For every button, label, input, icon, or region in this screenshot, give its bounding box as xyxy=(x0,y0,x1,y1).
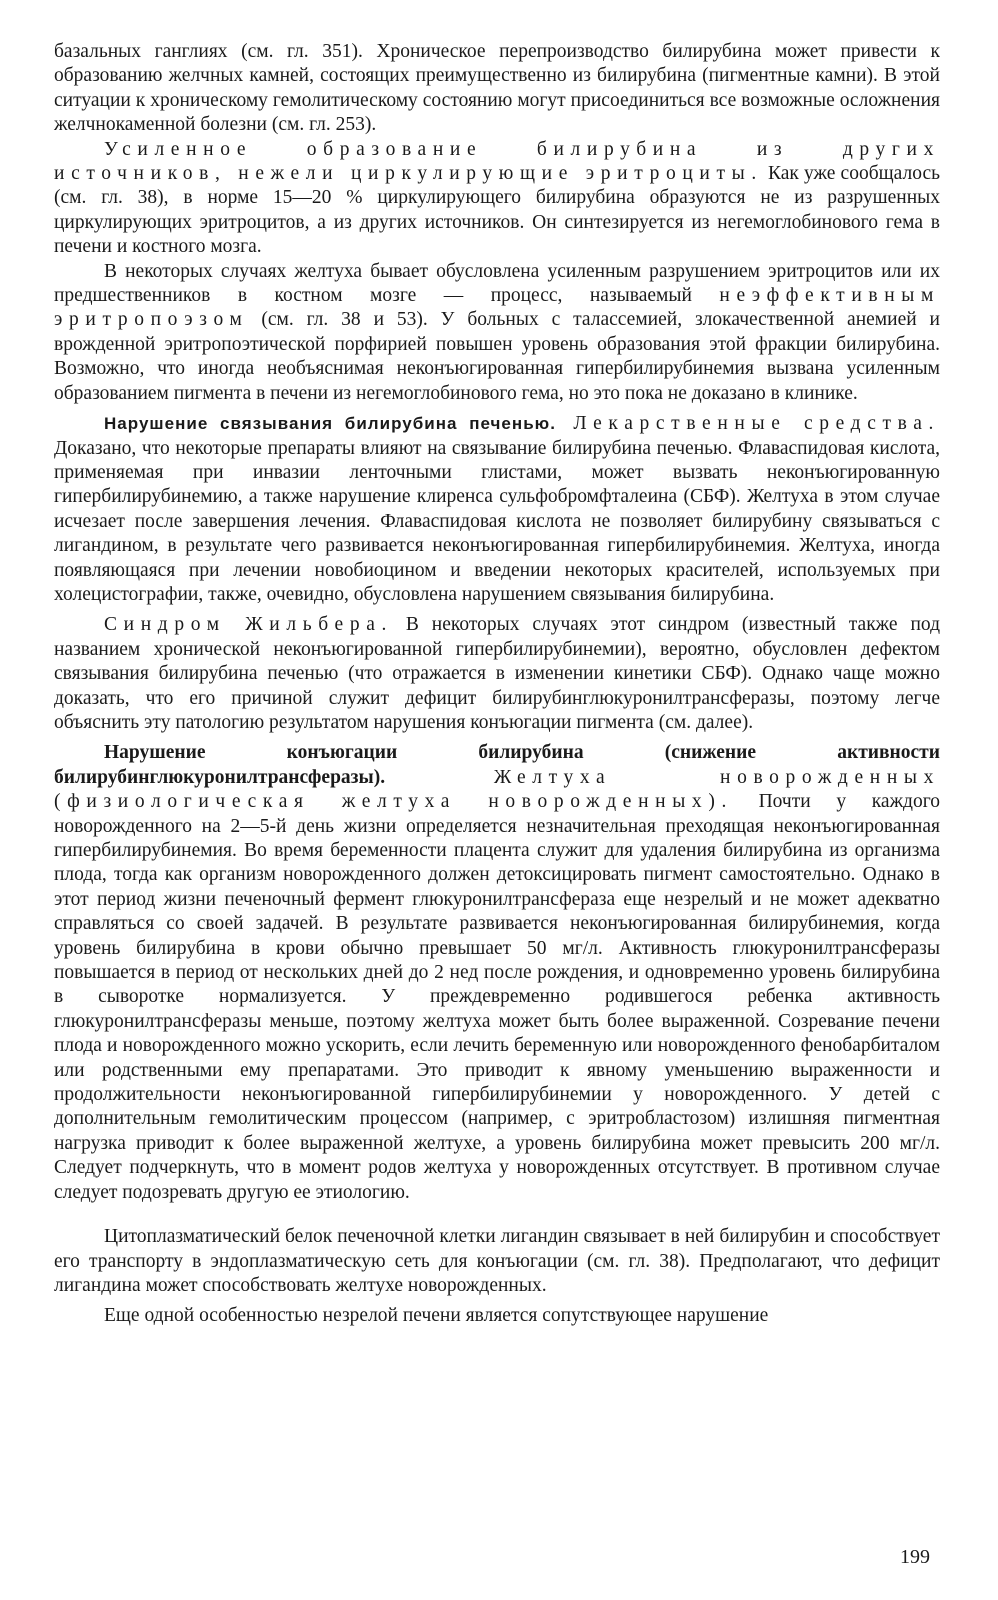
paragraph-text: В некоторых случаях этот синдром (известный также под названием хронической неконъюгированной гипербилирубинемии), вероятно, обусловлен дефектом связывания билирубина печенью (что отражается в изменении кинетики СБФ). Однако чаще можно доказать, что его причиной служит дефицит билирубинглюкуронилтрансферазы, поэтому легче объяснить эту патологию результатом нарушения конъюгации пигмента (см. далее). xyxy=(54,614,940,733)
paragraph-text: Доказано, что некоторые препараты влияют на связывание билирубина печенью. Флаваспидовая кислота, применяемая при инвазии ленточными глистами, может вызвать неконъюгированную гипербилирубинемию, а также нарушение клиренса сульфобромфталеина (СБФ). Желтуха в этом случае исчезает после завершения лечения. Флаваспидовая кислота не позволяет билирубину связываться с лигандином, в результате чего развивается неконъюгированная гипербилирубинемия. Желтуха, иногда появляющаяся при лечении новобиоцином и введении некоторых красителей, используемых при холецистографии, также, очевидно, обусловлена нарушением связывания билирубина. xyxy=(54,437,940,605)
paragraph-7: Цитоплазматический белок печеночной клетки лигандин связывает в ней билирубин и способствует его транспорту в эндоплазматическую сеть для конъюгации (см. гл. 38). Предполагают, что дефицит лигандина может способствовать желтухе новорожденных. xyxy=(54,1226,940,1296)
page-body xyxy=(54,40,940,1329)
paragraph-1: базальных ганглиях (см. гл. 351). Хроническое перепроизводство билирубина может привести к образованию желчных камней, состоящих преимущественно из билирубина (пигментные камни). В этой ситуации к хроническому гемолитическому состоянию могут присоединиться все возможные осложнения желчнокаменной болезни (см. гл. 253). xyxy=(54,41,940,136)
paragraph-text: (см. гл. 38 и 53). У больных с талассемией, злокачественной анемией и врожденной эритропоэтической порфирией повышен уровень образования этой фракции билирубина. Возможно, что иногда необъяснимая неконъюгированная гипербилирубинемия вызвана усиленным образованием пигмента в печени из негемоглобинового гема, но это пока не доказано в клинике. xyxy=(54,309,940,404)
spaced-term: неэффективным эритропоэзом xyxy=(54,285,940,331)
spaced-lead-text: Желтуха новорожденных (физиологическая желтуха новорожденных). xyxy=(54,766,940,813)
spaced-lead-text: Синдром Жильбера. xyxy=(104,614,393,636)
paragraph-4 xyxy=(54,412,940,607)
paragraph-5 xyxy=(54,613,940,735)
paragraph-text: В некоторых случаях желтуха бывает обусловлена усиленным разрушением эритроцитов или их предшественников в костном мозге — процесс, называемый xyxy=(54,260,940,307)
section-heading: Нарушение связывания билирубина печенью. xyxy=(104,414,556,434)
page-number: 199 xyxy=(900,1546,930,1568)
spaced-lead-text: Усиленное образование билирубина из других источников, нежели циркулирующие эритроциты. xyxy=(54,138,940,185)
paragraph-6 xyxy=(54,741,940,1205)
paragraph-3 xyxy=(54,260,940,406)
paragraph-8: Еще одной особенностью незрелой печени является сопутствующее нарушение xyxy=(104,1305,769,1327)
paragraph-text: Как уже сообщалось (см. гл. 38), в норме 15—20 % циркулирующего билирубина образуются не из разрушенных циркулирующих эритроцитов, а из других источников. Он синтезируется из негемоглобинового гема в печени и костного мозга. xyxy=(54,163,940,258)
spaced-lead-text: Лекарственные средства. xyxy=(555,413,941,435)
paragraph-text: Почти у каждого новорожденного на 2—5-й день жизни определяется незначительная преходящая неконъюгированная гипербилирубинемия. Во время беременности плацента служит для удаления билирубина из организма плода, тогда как организм новорожденного должен детоксицировать пигмент самостоятельно. Однако в этот период жизни печеночный фермент глюкуронилтрансфераза еще незрелый и не может адекватно справляться со своей задачей. В результате развивается неконъюгированная билирубинемия, когда уровень билирубина в крови обычно превышает 50 мг/л. Активность глюкуронилтрансферазы повышается в период от нескольких дней до 2 нед после рождения, и одновременно уровень билирубина в сыворотке нормализуется. У преждевременно родившегося ребенка активность глюкуронилтрансферазы меньше, поэтому желтуха может быть более выраженной. Созревание печени плода и новорожденного можно ускорить, если лечить беременную или новорожденного фенобарбиталом или родственными ему препаратами. Это приводит к явному уменьшению выраженности и продолжительности неконъюгированной гипербилирубинемии у новорожденного. У детей с дополнительным гемолитическим процессом (например, с эритробластозом) излишняя пигментная нагрузка приводит к более выраженной желтухе, а уровень билирубина может превысить 200 мг/л. Следует подчеркнуть, что в момент родов желтуха у новорожденных отсутствует. В противном случае следует подозревать другую ее этиологию. xyxy=(54,791,940,1203)
section-heading: Нарушение конъюгации билирубина (снижение активности билирубинглюкуронилтрансферазы). xyxy=(54,742,940,788)
paragraph-2 xyxy=(54,138,940,260)
